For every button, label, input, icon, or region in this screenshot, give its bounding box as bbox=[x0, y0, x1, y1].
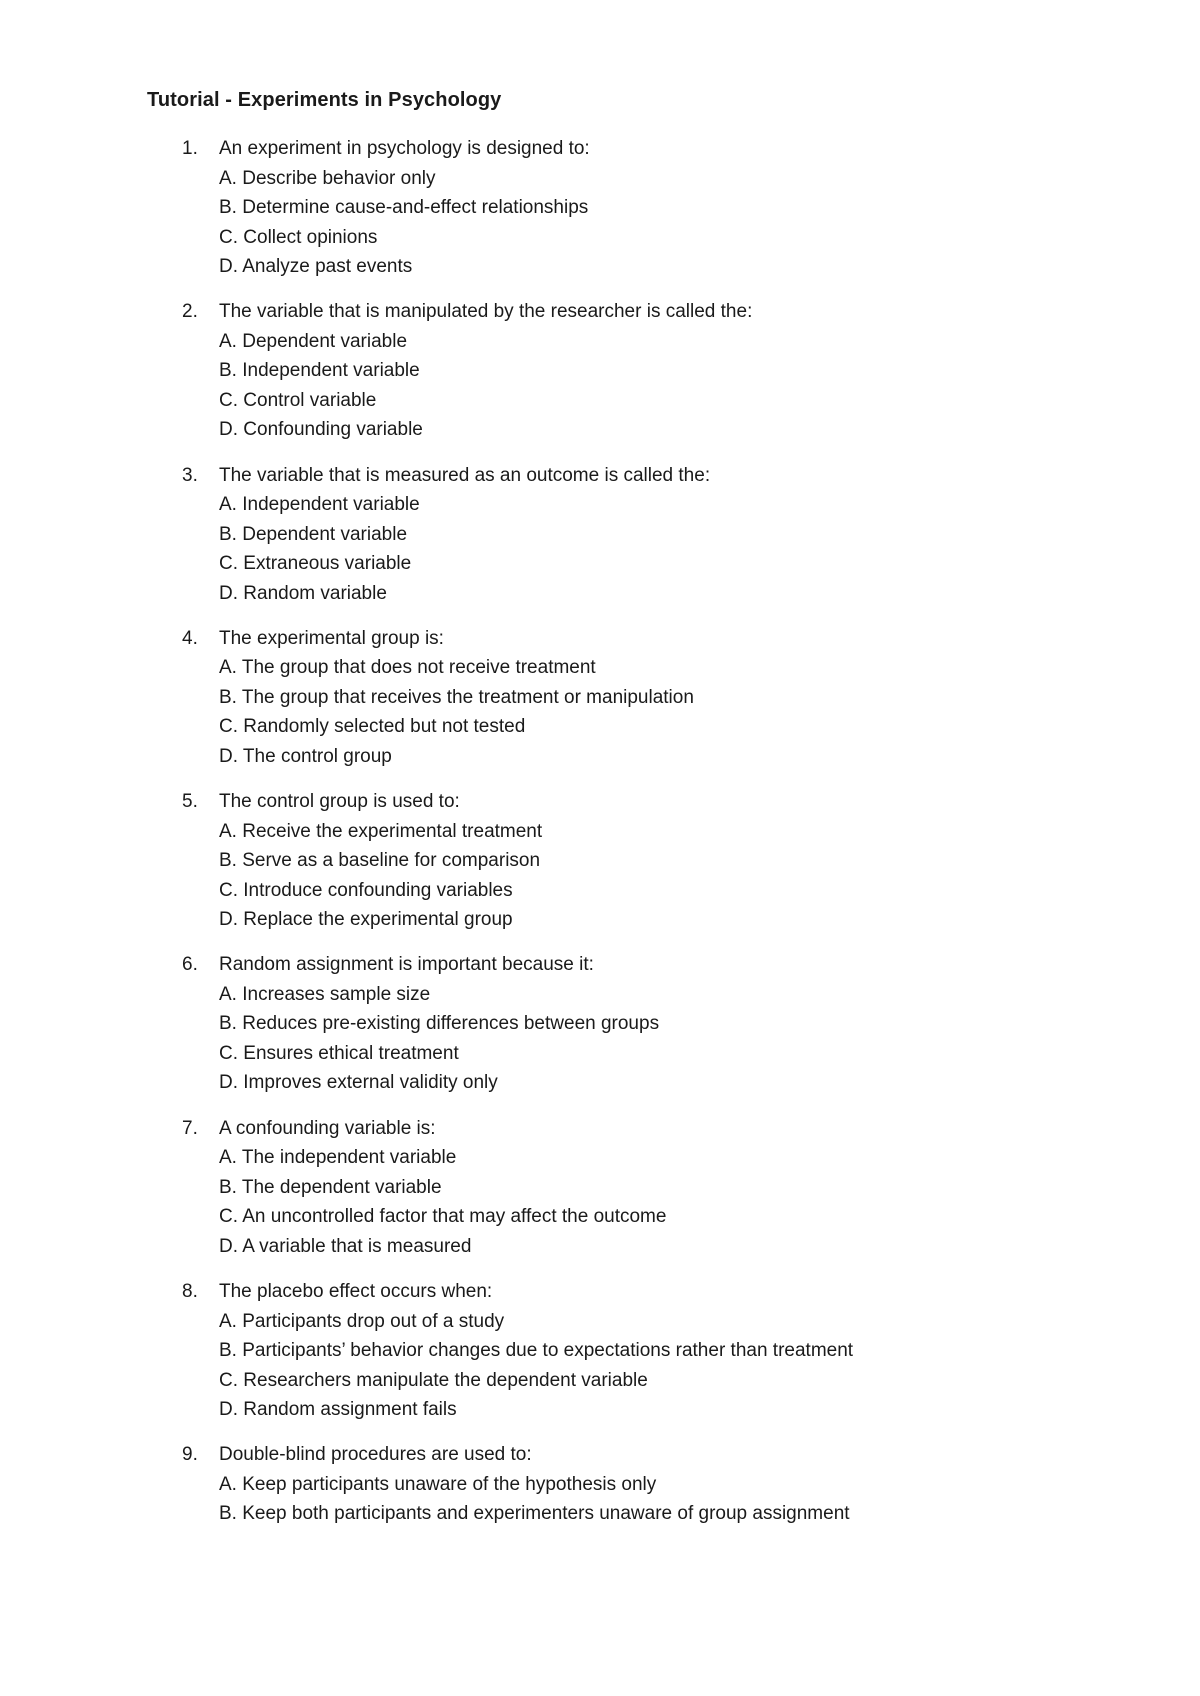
answer-options bbox=[219, 1143, 666, 1261]
answer-option: C. Collect opinions bbox=[219, 226, 378, 248]
question-text: Double-blind procedures are used to: bbox=[219, 1444, 532, 1466]
answer-option: D. A variable that is measured bbox=[219, 1235, 472, 1257]
question-text: A confounding variable is: bbox=[219, 1117, 436, 1139]
answer-option: A. Increases sample size bbox=[219, 983, 431, 1005]
answer-option: B. The group that receives the treatment or manipulation bbox=[219, 686, 694, 708]
answer-options bbox=[219, 1307, 853, 1425]
question-text: An experiment in psychology is designed to: bbox=[219, 138, 590, 159]
question-item bbox=[0, 787, 1200, 950]
question-list bbox=[0, 134, 1200, 1604]
answer-option: B. Participants’ behavior changes due to expectations rather than treatment bbox=[219, 1340, 854, 1362]
answer-option: D. Random assignment fails bbox=[219, 1399, 457, 1421]
question-number: 8. bbox=[182, 1281, 198, 1303]
question-text: The variable that is manipulated by the researcher is called the: bbox=[219, 301, 753, 323]
answer-options bbox=[219, 164, 588, 282]
answer-option: C. An uncontrolled factor that may affect the outcome bbox=[219, 1206, 667, 1228]
answer-options bbox=[219, 817, 542, 935]
question-number: 4. bbox=[182, 627, 198, 649]
answer-option: A. Dependent variable bbox=[219, 330, 408, 352]
answer-option: C. Randomly selected but not tested bbox=[219, 716, 526, 738]
answer-option: B. Determine cause-and-effect relationships bbox=[219, 197, 589, 218]
answer-option: B. Dependent variable bbox=[219, 523, 408, 545]
answer-option: D. Random variable bbox=[219, 582, 387, 604]
answer-option: B. The dependent variable bbox=[219, 1176, 442, 1198]
answer-option: C. Introduce confounding variables bbox=[219, 879, 513, 901]
question-item bbox=[0, 1277, 1200, 1440]
answer-option: A. Describe behavior only bbox=[219, 167, 436, 189]
answer-option: B. Serve as a baseline for comparison bbox=[219, 850, 541, 872]
answer-option: A. Independent variable bbox=[219, 494, 420, 516]
question-number: 3. bbox=[182, 464, 198, 486]
answer-option: D. Improves external validity only bbox=[219, 1072, 498, 1094]
question-text: The placebo effect occurs when: bbox=[219, 1281, 493, 1303]
question-item bbox=[0, 461, 1200, 624]
answer-option: A. Participants drop out of a study bbox=[219, 1310, 505, 1332]
answer-option: B. Keep both participants and experimenters unaware of group assignment bbox=[219, 1503, 850, 1525]
answer-options bbox=[219, 327, 423, 445]
document-title: Tutorial - Experiments in Psychology bbox=[147, 89, 502, 111]
question-item bbox=[0, 624, 1200, 787]
question-number: 6. bbox=[182, 954, 198, 976]
answer-option: C. Extraneous variable bbox=[219, 553, 412, 575]
question-number: 9. bbox=[182, 1444, 198, 1466]
question-number: 7. bbox=[182, 1117, 198, 1139]
question-item bbox=[0, 1114, 1200, 1277]
question-text: The experimental group is: bbox=[219, 627, 444, 649]
answer-option: A. The independent variable bbox=[219, 1147, 457, 1169]
answer-options bbox=[219, 980, 659, 1098]
question-number: 2. bbox=[182, 301, 198, 323]
answer-option: D. Confounding variable bbox=[219, 419, 423, 441]
question-item bbox=[0, 297, 1200, 460]
question-item bbox=[0, 950, 1200, 1113]
answer-option: A. Keep participants unaware of the hypothesis only bbox=[219, 1473, 657, 1495]
answer-option: D. Analyze past events bbox=[219, 256, 413, 277]
answer-options bbox=[219, 653, 694, 771]
question-item bbox=[0, 134, 1200, 297]
question-text: The control group is used to: bbox=[219, 791, 460, 813]
answer-option: C. Ensures ethical treatment bbox=[219, 1042, 459, 1064]
answer-option: B. Independent variable bbox=[219, 360, 420, 382]
answer-options bbox=[219, 490, 420, 608]
question-item bbox=[0, 1440, 1200, 1603]
question-text: Random assignment is important because it: bbox=[219, 954, 594, 976]
answer-option: D. The control group bbox=[219, 745, 392, 767]
answer-option: C. Control variable bbox=[219, 389, 377, 411]
answer-options bbox=[219, 1470, 850, 1529]
question-text: The variable that is measured as an outcome is called the: bbox=[219, 464, 711, 486]
answer-option: B. Reduces pre-existing differences between groups bbox=[219, 1013, 660, 1035]
answer-option: A. The group that does not receive treatment bbox=[219, 657, 596, 679]
answer-option: A. Receive the experimental treatment bbox=[219, 820, 543, 842]
question-number: 1. bbox=[182, 138, 198, 159]
answer-option: C. Researchers manipulate the dependent variable bbox=[219, 1369, 648, 1391]
question-number: 5. bbox=[182, 791, 198, 813]
answer-option: D. Replace the experimental group bbox=[219, 909, 513, 931]
